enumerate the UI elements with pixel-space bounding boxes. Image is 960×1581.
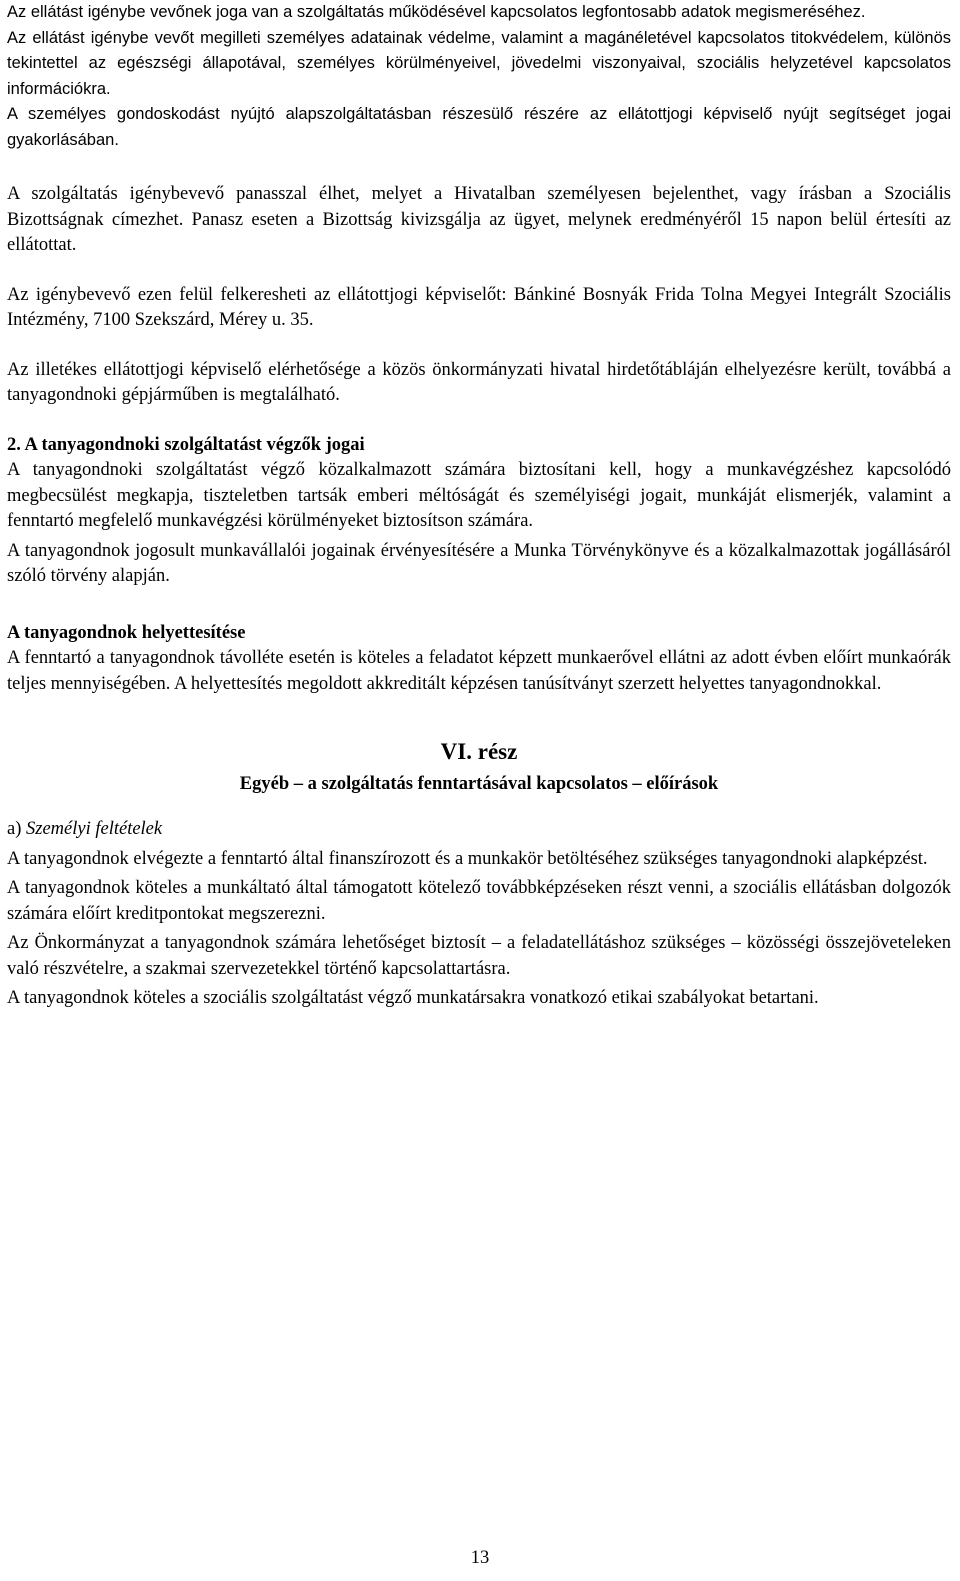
paragraph-worker-respect: A tanyagondnoki szolgáltatást végző közalkalmazott számára biztosítani kell, hogy a munkavégzéshez kapcsolódó megbecsülést megkapja, tiszteletben tartsák emberi méltóságát és személyiségi jogait, munkáját elismerjék, valamint a fenntartó megfelelő munkavégzési körülményeket biztosítson számára. bbox=[7, 460, 951, 531]
paragraph-rights-representative: A személyes gondoskodást nyújtó alapszolgáltatásban részesülő részére az ellátottjogi képviselő nyújt segítséget jogai gyakorlásában. bbox=[7, 105, 951, 149]
section-heading-substitution: A tanyagondnok helyettesítése bbox=[7, 622, 246, 643]
subsection-heading-personnel bbox=[7, 817, 951, 843]
paragraph-basic-training: A tanyagondnok elvégezte a fenntartó által finanszírozott és a munkakör betöltéséhez szükséges tanyagondnoki alapképzést. bbox=[7, 848, 928, 869]
section-heading-worker-rights: 2. A tanyagondnoki szolgáltatást végzők jogai bbox=[7, 434, 365, 455]
paragraph-worker-legal-rights: A tanyagondnok jogosult munkavállalói jogainak érvényesítésére a Munka Törvénykönyve és a közalkalmazottak jogállásáról szóló törvény alapján. bbox=[7, 540, 951, 586]
subsection-title: Személyi feltételek bbox=[26, 819, 163, 839]
paragraph-complaints: A szolgáltatás igénybevevő panasszal élhet, melyet a Hivatalban személyesen bejelenthet, vagy írásban a Szociális Bizottságnak címezhet. Panasz eseten a Bizottság kivizsgálja az ügyet, melynek eredményéről 15 napon belül értesíti az ellátottat. bbox=[7, 184, 951, 255]
paragraph-further-training: A tanyagondnok köteles a munkáltató által támogatott kötelező továbbképzéseken részt venni, a szociális ellátásban dolgozók számára előírt kreditpontokat megszerezni. bbox=[7, 878, 951, 924]
paragraph-data-protection: Az ellátást igénybe vevőt megilleti személyes adatainak védelme, valamint a magánéletével kapcsolatos titokvédelem, különös tekintettel az egészségi állapotával, személyes körülményeivel, jövedelmi viszonyaival, szociális helyzetével kapcsolatos információkra. bbox=[7, 28, 951, 98]
part-title: VI. rész bbox=[440, 739, 518, 764]
paragraph-representative-contact: Az igénybevevő ezen felül felkeresheti az ellátottjogi képviselőt: Bánkiné Bosnyák Frida Tolna Megyei Integrált Szociális Intézmény, 7100 Szekszárd, Mérey u. 35. bbox=[7, 284, 951, 330]
paragraph-representative-availability: Az illetékes ellátottjogi képviselő elérhetősége a közös önkormányzati hivatal hirdetőtábláján elhelyezésre került, továbbá a tanyagondnoki gépjárműben is megtalálható. bbox=[7, 359, 951, 405]
page-number: 13 bbox=[470, 1548, 490, 1568]
part-subtitle: Egyéb – a szolgáltatás fenntartásával kapcsolatos – előírások bbox=[239, 774, 719, 794]
document-page bbox=[7, 0, 951, 1012]
paragraph-substitution: A fenntartó a tanyagondnok távolléte esetén is köteles a feladatot képzett munkaerővel ellátni az adott évben előírt munkaórák teljes mennyiségében. A helyettesítés megoldott akkreditált képzésen tanúsítványt szerzett helyettes tanyagondnokkal. bbox=[7, 648, 951, 694]
paragraph-community-events: Az Önkormányzat a tanyagondnok számára lehetőséget biztosít – a feladatellátáshoz szükséges – közösségi összejöveteleken való részvételre, a szakmai szervezetekkel történő kapcsolattartásra. bbox=[7, 933, 951, 979]
subsection-letter: a) bbox=[7, 819, 26, 839]
paragraph-ethics: A tanyagondnok köteles a szociális szolgáltatást végző munkatársakra vonatkozó etikai szabályokat betartani. bbox=[7, 988, 819, 1008]
paragraph-right-to-information: Az ellátást igénybe vevőnek joga van a szolgáltatás működésével kapcsolatos legfontosabb adatok megismeréséhez. bbox=[7, 3, 866, 21]
